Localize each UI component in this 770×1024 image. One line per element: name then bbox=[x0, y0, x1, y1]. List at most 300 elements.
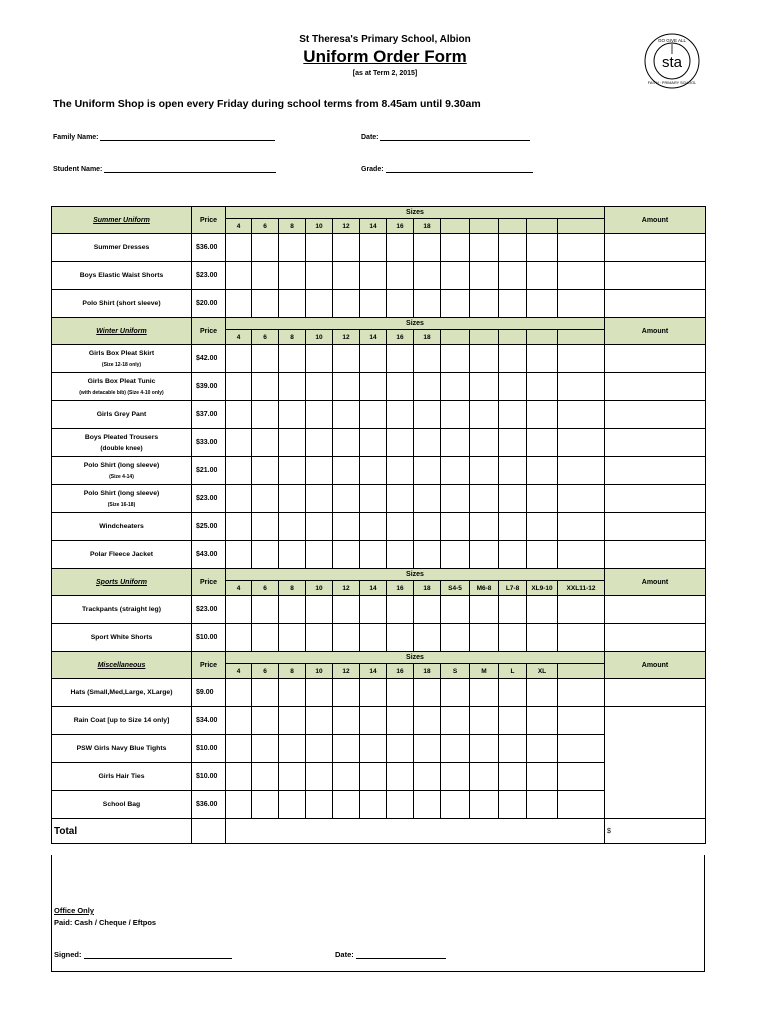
qty-cell[interactable] bbox=[470, 596, 499, 624]
qty-cell[interactable] bbox=[499, 735, 527, 763]
qty-cell[interactable] bbox=[226, 513, 252, 541]
sizes-header: Sizes bbox=[226, 207, 605, 219]
qty-cell[interactable] bbox=[527, 290, 558, 318]
sizes-header: Sizes bbox=[226, 652, 605, 664]
qty-cell[interactable] bbox=[527, 735, 558, 763]
amount-cell[interactable] bbox=[605, 596, 706, 624]
amount-cell[interactable] bbox=[605, 679, 706, 707]
qty-cell[interactable] bbox=[527, 624, 558, 652]
qty-cell[interactable] bbox=[252, 457, 279, 485]
qty-cell[interactable] bbox=[333, 290, 360, 318]
qty-cell[interactable] bbox=[306, 457, 333, 485]
qty-cell[interactable] bbox=[414, 541, 441, 569]
qty-cell[interactable] bbox=[499, 429, 527, 457]
qty-cell[interactable] bbox=[499, 513, 527, 541]
qty-cell[interactable] bbox=[279, 763, 306, 791]
qty-cell[interactable] bbox=[470, 513, 499, 541]
qty-cell[interactable] bbox=[441, 541, 470, 569]
qty-cell[interactable] bbox=[226, 596, 252, 624]
qty-cell[interactable] bbox=[558, 763, 605, 791]
qty-cell[interactable] bbox=[252, 763, 279, 791]
qty-cell[interactable] bbox=[226, 707, 252, 735]
qty-cell[interactable] bbox=[499, 234, 527, 262]
item-name: PSW Girls Navy Blue Tights bbox=[52, 735, 192, 763]
qty-cell[interactable] bbox=[558, 234, 605, 262]
qty-cell[interactable] bbox=[226, 679, 252, 707]
qty-cell[interactable] bbox=[470, 401, 499, 429]
office-date-line[interactable] bbox=[356, 950, 446, 959]
qty-cell[interactable] bbox=[387, 457, 414, 485]
qty-cell[interactable] bbox=[252, 513, 279, 541]
qty-cell[interactable] bbox=[252, 791, 279, 819]
qty-cell[interactable] bbox=[306, 234, 333, 262]
amount-cell[interactable] bbox=[605, 485, 706, 513]
qty-cell[interactable] bbox=[279, 457, 306, 485]
qty-cell[interactable] bbox=[414, 401, 441, 429]
qty-cell[interactable] bbox=[360, 234, 387, 262]
qty-cell[interactable] bbox=[441, 262, 470, 290]
qty-cell[interactable] bbox=[558, 429, 605, 457]
amount-header: Amount bbox=[605, 318, 706, 345]
qty-cell[interactable] bbox=[470, 735, 499, 763]
date-line[interactable] bbox=[380, 132, 530, 141]
qty-cell[interactable] bbox=[414, 513, 441, 541]
item-row bbox=[52, 262, 706, 290]
qty-cell[interactable] bbox=[252, 290, 279, 318]
signed-line[interactable] bbox=[84, 950, 232, 959]
qty-cell[interactable] bbox=[558, 707, 605, 735]
qty-cell[interactable] bbox=[387, 596, 414, 624]
qty-cell[interactable] bbox=[360, 624, 387, 652]
qty-cell[interactable] bbox=[252, 373, 279, 401]
form-title: Uniform Order Form bbox=[303, 47, 467, 66]
qty-cell[interactable] bbox=[441, 457, 470, 485]
qty-cell[interactable] bbox=[441, 485, 470, 513]
qty-cell[interactable] bbox=[226, 457, 252, 485]
qty-cell[interactable] bbox=[279, 541, 306, 569]
size-label bbox=[558, 219, 605, 234]
item-price: $43.00 bbox=[192, 541, 226, 569]
size-label: 8 bbox=[279, 330, 306, 345]
qty-cell[interactable] bbox=[226, 485, 252, 513]
qty-cell[interactable] bbox=[527, 791, 558, 819]
qty-cell[interactable] bbox=[558, 290, 605, 318]
qty-cell[interactable] bbox=[441, 735, 470, 763]
qty-cell[interactable] bbox=[470, 345, 499, 373]
item-row bbox=[52, 234, 706, 262]
qty-cell[interactable] bbox=[499, 262, 527, 290]
grade-field[interactable] bbox=[361, 164, 533, 173]
amount-cell[interactable] bbox=[605, 763, 706, 791]
qty-cell[interactable] bbox=[387, 735, 414, 763]
item-name: Girls Box Pleat Tunic (with detacable bib) (Size 4-10 only) bbox=[52, 373, 192, 401]
amount-cell[interactable] bbox=[605, 513, 706, 541]
qty-cell[interactable] bbox=[441, 429, 470, 457]
qty-cell[interactable] bbox=[441, 596, 470, 624]
qty-cell[interactable] bbox=[360, 262, 387, 290]
qty-cell[interactable] bbox=[441, 679, 470, 707]
qty-cell[interactable] bbox=[527, 234, 558, 262]
item-price: $10.00 bbox=[192, 624, 226, 652]
qty-cell[interactable] bbox=[226, 373, 252, 401]
qty-cell[interactable] bbox=[360, 735, 387, 763]
qty-cell[interactable] bbox=[499, 345, 527, 373]
qty-cell[interactable] bbox=[306, 624, 333, 652]
qty-cell[interactable] bbox=[387, 373, 414, 401]
qty-cell[interactable] bbox=[441, 290, 470, 318]
qty-cell[interactable] bbox=[279, 485, 306, 513]
qty-cell[interactable] bbox=[558, 345, 605, 373]
qty-cell[interactable] bbox=[414, 345, 441, 373]
qty-cell[interactable] bbox=[499, 290, 527, 318]
qty-cell[interactable] bbox=[226, 624, 252, 652]
qty-cell[interactable] bbox=[279, 707, 306, 735]
qty-cell[interactable] bbox=[279, 596, 306, 624]
qty-cell[interactable] bbox=[252, 624, 279, 652]
item-price: $23.00 bbox=[192, 485, 226, 513]
qty-cell[interactable] bbox=[333, 763, 360, 791]
qty-cell[interactable] bbox=[499, 707, 527, 735]
qty-cell[interactable] bbox=[441, 763, 470, 791]
qty-cell[interactable] bbox=[414, 624, 441, 652]
qty-cell[interactable] bbox=[360, 290, 387, 318]
qty-cell[interactable] bbox=[499, 457, 527, 485]
qty-cell[interactable] bbox=[441, 345, 470, 373]
size-label: 18 bbox=[414, 330, 441, 345]
qty-cell[interactable] bbox=[499, 791, 527, 819]
qty-cell[interactable] bbox=[414, 596, 441, 624]
amount-cell[interactable] bbox=[605, 735, 706, 763]
qty-cell[interactable] bbox=[387, 429, 414, 457]
qty-cell[interactable] bbox=[414, 735, 441, 763]
qty-cell[interactable] bbox=[226, 262, 252, 290]
amount-cell[interactable] bbox=[605, 707, 706, 735]
qty-cell[interactable] bbox=[387, 401, 414, 429]
amount-cell[interactable] bbox=[605, 429, 706, 457]
qty-cell[interactable] bbox=[387, 234, 414, 262]
qty-cell[interactable] bbox=[360, 707, 387, 735]
qty-cell[interactable] bbox=[252, 262, 279, 290]
qty-cell[interactable] bbox=[306, 763, 333, 791]
qty-cell[interactable] bbox=[387, 624, 414, 652]
qty-cell[interactable] bbox=[226, 290, 252, 318]
qty-cell[interactable] bbox=[414, 763, 441, 791]
qty-cell[interactable] bbox=[333, 457, 360, 485]
qty-cell[interactable] bbox=[527, 596, 558, 624]
qty-cell[interactable] bbox=[360, 513, 387, 541]
qty-cell[interactable] bbox=[470, 763, 499, 791]
qty-cell[interactable] bbox=[470, 791, 499, 819]
qty-cell[interactable] bbox=[387, 763, 414, 791]
qty-cell[interactable] bbox=[252, 541, 279, 569]
qty-cell[interactable] bbox=[470, 707, 499, 735]
qty-cell[interactable] bbox=[306, 485, 333, 513]
svg-text:GO GIVE ALL: GO GIVE ALL bbox=[657, 38, 687, 43]
section-header-sports bbox=[52, 569, 706, 581]
qty-cell[interactable] bbox=[527, 763, 558, 791]
qty-cell[interactable] bbox=[499, 373, 527, 401]
qty-cell[interactable] bbox=[470, 429, 499, 457]
qty-cell[interactable] bbox=[558, 624, 605, 652]
total-amount[interactable]: $ bbox=[605, 819, 706, 844]
amount-cell[interactable] bbox=[605, 401, 706, 429]
qty-cell[interactable] bbox=[333, 541, 360, 569]
qty-cell[interactable] bbox=[414, 707, 441, 735]
qty-cell[interactable] bbox=[499, 679, 527, 707]
qty-cell[interactable] bbox=[252, 485, 279, 513]
qty-cell[interactable] bbox=[499, 401, 527, 429]
qty-cell[interactable] bbox=[360, 401, 387, 429]
qty-cell[interactable] bbox=[226, 735, 252, 763]
qty-cell[interactable] bbox=[279, 624, 306, 652]
qty-cell[interactable] bbox=[387, 262, 414, 290]
qty-cell[interactable] bbox=[306, 541, 333, 569]
qty-cell[interactable] bbox=[360, 596, 387, 624]
qty-cell[interactable] bbox=[306, 735, 333, 763]
qty-cell[interactable] bbox=[414, 262, 441, 290]
qty-cell[interactable] bbox=[527, 457, 558, 485]
qty-cell[interactable] bbox=[558, 485, 605, 513]
qty-cell[interactable] bbox=[306, 791, 333, 819]
qty-cell[interactable] bbox=[279, 373, 306, 401]
item-row bbox=[52, 373, 706, 401]
qty-cell[interactable] bbox=[306, 679, 333, 707]
qty-cell[interactable] bbox=[333, 513, 360, 541]
item-name: Polo Shirt (short sleeve) bbox=[52, 290, 192, 318]
qty-cell[interactable] bbox=[306, 345, 333, 373]
qty-cell[interactable] bbox=[306, 513, 333, 541]
qty-cell[interactable] bbox=[441, 373, 470, 401]
qty-cell[interactable] bbox=[360, 791, 387, 819]
qty-cell[interactable] bbox=[387, 707, 414, 735]
qty-cell[interactable] bbox=[558, 735, 605, 763]
amount-cell[interactable] bbox=[605, 345, 706, 373]
qty-cell[interactable] bbox=[558, 262, 605, 290]
qty-cell[interactable] bbox=[333, 735, 360, 763]
qty-cell[interactable] bbox=[252, 679, 279, 707]
qty-cell[interactable] bbox=[499, 541, 527, 569]
qty-cell[interactable] bbox=[279, 262, 306, 290]
qty-cell[interactable] bbox=[441, 624, 470, 652]
qty-cell[interactable] bbox=[279, 345, 306, 373]
qty-cell[interactable] bbox=[527, 429, 558, 457]
size-label bbox=[499, 219, 527, 234]
qty-cell[interactable] bbox=[333, 401, 360, 429]
qty-cell[interactable] bbox=[333, 345, 360, 373]
qty-cell[interactable] bbox=[226, 791, 252, 819]
qty-cell[interactable] bbox=[279, 290, 306, 318]
qty-cell[interactable] bbox=[441, 791, 470, 819]
qty-cell[interactable] bbox=[279, 429, 306, 457]
qty-cell[interactable] bbox=[558, 541, 605, 569]
date-field[interactable] bbox=[361, 132, 530, 141]
qty-cell[interactable] bbox=[306, 290, 333, 318]
qty-cell[interactable] bbox=[333, 707, 360, 735]
qty-cell[interactable] bbox=[499, 485, 527, 513]
qty-cell[interactable] bbox=[527, 541, 558, 569]
amount-header: Amount bbox=[605, 652, 706, 679]
amount-cell[interactable] bbox=[605, 262, 706, 290]
size-label: 16 bbox=[387, 581, 414, 596]
qty-cell[interactable] bbox=[527, 679, 558, 707]
qty-cell[interactable] bbox=[252, 596, 279, 624]
size-label: 4 bbox=[226, 219, 252, 234]
qty-cell[interactable] bbox=[414, 373, 441, 401]
qty-cell[interactable] bbox=[558, 679, 605, 707]
qty-cell[interactable] bbox=[387, 485, 414, 513]
amount-cell[interactable] bbox=[605, 541, 706, 569]
grade-line[interactable] bbox=[386, 164, 533, 173]
qty-cell[interactable] bbox=[387, 290, 414, 318]
qty-cell[interactable] bbox=[387, 679, 414, 707]
qty-cell[interactable] bbox=[414, 234, 441, 262]
item-row bbox=[52, 401, 706, 429]
qty-cell[interactable] bbox=[527, 401, 558, 429]
qty-cell[interactable] bbox=[279, 791, 306, 819]
qty-cell[interactable] bbox=[360, 345, 387, 373]
qty-cell[interactable] bbox=[226, 234, 252, 262]
qty-cell[interactable] bbox=[333, 624, 360, 652]
qty-cell[interactable] bbox=[470, 234, 499, 262]
qty-cell[interactable] bbox=[558, 596, 605, 624]
qty-cell[interactable] bbox=[470, 679, 499, 707]
qty-cell[interactable] bbox=[470, 457, 499, 485]
qty-cell[interactable] bbox=[226, 401, 252, 429]
qty-cell[interactable] bbox=[558, 791, 605, 819]
qty-cell[interactable] bbox=[279, 234, 306, 262]
qty-cell[interactable] bbox=[441, 513, 470, 541]
qty-cell[interactable] bbox=[527, 513, 558, 541]
qty-cell[interactable] bbox=[306, 262, 333, 290]
qty-cell[interactable] bbox=[441, 401, 470, 429]
qty-cell[interactable] bbox=[360, 541, 387, 569]
amount-cell[interactable] bbox=[605, 457, 706, 485]
qty-cell[interactable] bbox=[387, 345, 414, 373]
qty-cell[interactable] bbox=[360, 763, 387, 791]
qty-cell[interactable] bbox=[470, 262, 499, 290]
qty-cell[interactable] bbox=[226, 345, 252, 373]
qty-cell[interactable] bbox=[360, 429, 387, 457]
amount-cell[interactable] bbox=[605, 624, 706, 652]
qty-cell[interactable] bbox=[306, 707, 333, 735]
qty-cell[interactable] bbox=[527, 262, 558, 290]
price-header: Price bbox=[192, 569, 226, 596]
qty-cell[interactable] bbox=[333, 429, 360, 457]
qty-cell[interactable] bbox=[279, 735, 306, 763]
qty-cell[interactable] bbox=[441, 707, 470, 735]
qty-cell[interactable] bbox=[470, 541, 499, 569]
qty-cell[interactable] bbox=[414, 290, 441, 318]
amount-cell[interactable] bbox=[605, 791, 706, 819]
qty-cell[interactable] bbox=[333, 234, 360, 262]
qty-cell[interactable] bbox=[527, 485, 558, 513]
qty-cell[interactable] bbox=[252, 735, 279, 763]
section-name: Winter Uniform bbox=[52, 318, 192, 345]
qty-cell[interactable] bbox=[333, 596, 360, 624]
family-name-line[interactable] bbox=[100, 132, 275, 141]
qty-cell[interactable] bbox=[527, 373, 558, 401]
qty-cell[interactable] bbox=[499, 624, 527, 652]
qty-cell[interactable] bbox=[333, 679, 360, 707]
qty-cell[interactable] bbox=[414, 485, 441, 513]
item-row bbox=[52, 457, 706, 485]
qty-cell[interactable] bbox=[360, 679, 387, 707]
qty-cell[interactable] bbox=[252, 401, 279, 429]
qty-cell[interactable] bbox=[558, 401, 605, 429]
item-row bbox=[52, 541, 706, 569]
qty-cell[interactable] bbox=[360, 485, 387, 513]
qty-cell[interactable] bbox=[306, 596, 333, 624]
qty-cell[interactable] bbox=[414, 679, 441, 707]
qty-cell[interactable] bbox=[414, 429, 441, 457]
student-name-line[interactable] bbox=[104, 164, 276, 173]
qty-cell[interactable] bbox=[360, 457, 387, 485]
qty-cell[interactable] bbox=[226, 763, 252, 791]
qty-cell[interactable] bbox=[333, 485, 360, 513]
qty-cell[interactable] bbox=[226, 541, 252, 569]
qty-cell[interactable] bbox=[279, 401, 306, 429]
qty-cell[interactable] bbox=[306, 429, 333, 457]
qty-cell[interactable] bbox=[360, 373, 387, 401]
qty-cell[interactable] bbox=[470, 373, 499, 401]
qty-cell[interactable] bbox=[414, 457, 441, 485]
qty-cell[interactable] bbox=[252, 707, 279, 735]
qty-cell[interactable] bbox=[252, 345, 279, 373]
item-row bbox=[52, 791, 706, 819]
qty-cell[interactable] bbox=[470, 485, 499, 513]
qty-cell[interactable] bbox=[527, 345, 558, 373]
qty-cell[interactable] bbox=[333, 373, 360, 401]
qty-cell[interactable] bbox=[527, 707, 558, 735]
qty-cell[interactable] bbox=[470, 290, 499, 318]
qty-cell[interactable] bbox=[414, 791, 441, 819]
section-header-summer bbox=[52, 207, 706, 219]
office-date-field[interactable] bbox=[335, 950, 446, 959]
qty-cell[interactable] bbox=[252, 429, 279, 457]
item-name: Trackpants (straight leg) bbox=[52, 596, 192, 624]
size-label: XXL11-12 bbox=[558, 581, 605, 596]
qty-cell[interactable] bbox=[558, 513, 605, 541]
qty-cell[interactable] bbox=[470, 624, 499, 652]
qty-cell[interactable] bbox=[226, 429, 252, 457]
amount-cell[interactable] bbox=[605, 373, 706, 401]
item-price: $42.00 bbox=[192, 345, 226, 373]
signed-field[interactable] bbox=[54, 950, 232, 959]
qty-cell[interactable] bbox=[387, 791, 414, 819]
family-name-field[interactable] bbox=[53, 132, 275, 141]
qty-cell[interactable] bbox=[387, 513, 414, 541]
qty-cell[interactable] bbox=[252, 234, 279, 262]
qty-cell[interactable] bbox=[279, 513, 306, 541]
qty-cell[interactable] bbox=[333, 791, 360, 819]
qty-cell[interactable] bbox=[499, 763, 527, 791]
size-label: L7-8 bbox=[499, 581, 527, 596]
student-name-field[interactable] bbox=[53, 164, 276, 173]
qty-cell[interactable] bbox=[558, 457, 605, 485]
qty-cell[interactable] bbox=[499, 596, 527, 624]
size-label: L bbox=[499, 664, 527, 679]
item-row bbox=[52, 290, 706, 318]
qty-cell[interactable] bbox=[306, 401, 333, 429]
qty-cell[interactable] bbox=[441, 234, 470, 262]
qty-cell[interactable] bbox=[558, 373, 605, 401]
amount-cell[interactable] bbox=[605, 234, 706, 262]
qty-cell[interactable] bbox=[387, 541, 414, 569]
qty-cell[interactable] bbox=[279, 679, 306, 707]
qty-cell[interactable] bbox=[333, 262, 360, 290]
amount-cell[interactable] bbox=[605, 290, 706, 318]
qty-cell[interactable] bbox=[306, 373, 333, 401]
